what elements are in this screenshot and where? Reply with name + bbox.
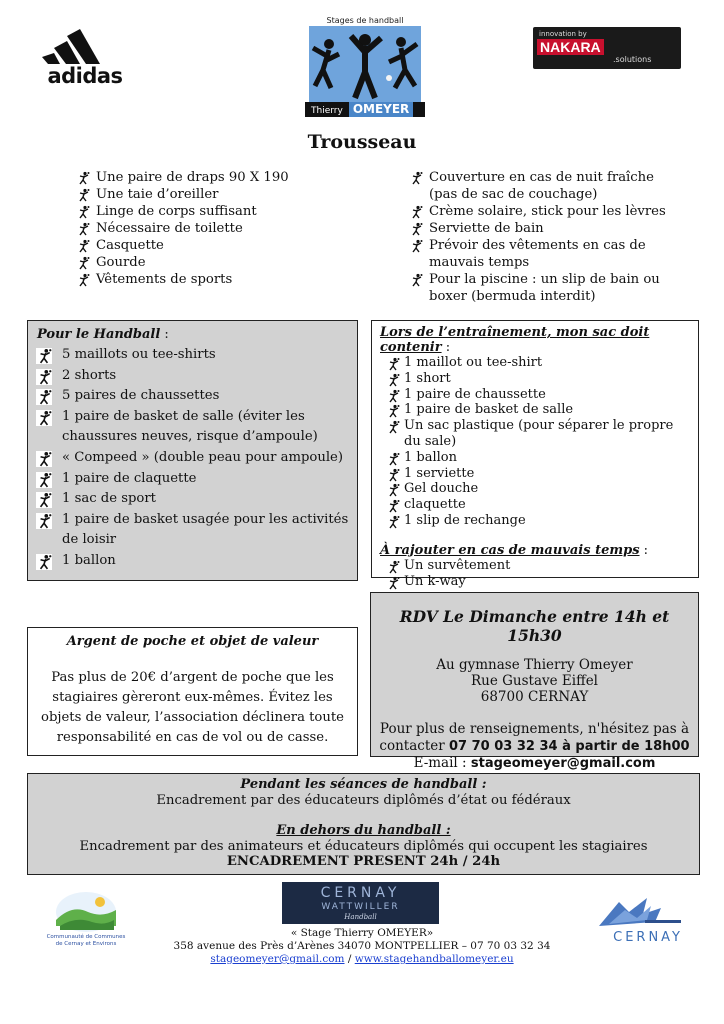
handball-player-icon xyxy=(76,222,90,236)
handball-list xyxy=(36,345,349,572)
handball-item: 1 paire de claquette xyxy=(36,469,349,490)
handball-player-icon xyxy=(386,468,400,482)
handball-player-icon xyxy=(386,373,400,387)
trousseau-item: Une paire de draps 90 X 190 xyxy=(76,169,326,186)
handball-player-icon xyxy=(386,560,400,574)
stage-caption: Stages de handball xyxy=(326,16,404,25)
rdv-address-line: Rue Gustave Eiffel xyxy=(471,673,598,689)
sac-item: 1 ballon xyxy=(386,450,690,466)
handball-player-icon xyxy=(36,513,52,529)
handball-player-icon xyxy=(36,348,52,364)
nakara-tagline: innovation by xyxy=(539,30,587,38)
handball-item: « Compeed » (double peau pour ampoule) xyxy=(36,448,349,469)
argent-body: Pas plus de 20€ d’argent de poche que les stagiaires gèreront eux-mêmes. Évitez les objets de valeur, l’association déclinera toute responsabilité en cas de vol ou de casse. xyxy=(41,670,344,745)
footer-stage-name: « Stage Thierry OMEYER» xyxy=(290,927,434,939)
nakara-solutions: .solutions xyxy=(613,55,652,64)
argent-heading: Argent de poche et objet de valeur xyxy=(66,634,319,649)
rdv-box xyxy=(370,592,699,771)
handball-player-icon xyxy=(409,239,423,253)
cernay-wordmark: CERNAY xyxy=(613,930,683,945)
handball-player-icon xyxy=(386,499,400,513)
encadrement-box xyxy=(27,773,700,875)
footer-address: 358 avenue des Près d’Arènes 34070 MONTPELLIER – 07 70 03 32 34 xyxy=(173,940,551,952)
handball-players-icon xyxy=(309,26,421,102)
sac-item: 1 paire de chaussette xyxy=(386,387,690,403)
cernay-ww-handball: Handball xyxy=(344,913,377,921)
handball-player-icon xyxy=(36,410,52,426)
handball-player-icon xyxy=(36,451,52,467)
rdv-contact xyxy=(371,721,698,772)
nakara-logo xyxy=(533,27,681,69)
handball-player-icon xyxy=(409,273,423,287)
handball-player-icon xyxy=(76,188,90,202)
handball-player-icon xyxy=(76,205,90,219)
stage-last-name: OMEYER xyxy=(349,102,413,117)
trousseau-item: Crème solaire, stick pour les lèvres xyxy=(409,203,679,220)
rdv-contact-line: Pour plus de renseignements, n'hésitez pas à xyxy=(379,721,690,737)
adidas-logo xyxy=(40,26,130,86)
trousseau-item: Casquette xyxy=(76,237,326,254)
footer-website-link[interactable]: www.stagehandballomeyer.eu xyxy=(354,953,514,965)
trousseau-item: Linge de corps suffisant xyxy=(76,203,326,220)
rdv-contact-email: E-mail : stageomeyer@gmail.com xyxy=(413,755,656,771)
sac-item: Gel douche xyxy=(386,481,690,497)
sac-item: 1 short xyxy=(386,371,690,387)
handball-player-icon xyxy=(386,389,400,403)
rdv-title: RDV Le Dimanche entre 14h et 15h30 xyxy=(399,607,670,645)
sac-heading-bad-weather: À rajouter en cas de mauvais temps : xyxy=(380,542,649,558)
handball-player-icon xyxy=(36,554,52,570)
handball-player-icon xyxy=(409,171,423,185)
argent-box xyxy=(27,627,358,756)
handball-player-icon xyxy=(386,404,400,418)
stage-omeyer-logo xyxy=(303,14,427,118)
handball-player-icon xyxy=(409,222,423,236)
trousseau-item: Serviette de bain xyxy=(409,220,679,237)
sac-box xyxy=(371,320,699,589)
stage-first-name: Thierry xyxy=(311,106,343,116)
trousseau-item: Vêtements de sports xyxy=(76,271,326,288)
handball-player-icon xyxy=(386,515,400,529)
sac-item: 1 slip de rechange xyxy=(386,513,690,529)
handball-player-icon xyxy=(76,273,90,287)
ccc-line: de Cernay et Environs xyxy=(55,941,117,947)
trousseau-item: Prévoir des vêtements en cas de mauvais temps xyxy=(409,237,679,271)
trousseau-left-list xyxy=(76,169,326,288)
handball-box xyxy=(27,320,358,581)
handball-heading: Pour le Handball : xyxy=(37,327,169,342)
sac-item: Un sac plastique (pour séparer le propre du sale) xyxy=(386,418,690,450)
trousseau-right-list xyxy=(409,169,679,305)
footer xyxy=(0,927,724,966)
handball-item: 5 maillots ou tee-shirts xyxy=(36,345,349,366)
handball-player-icon xyxy=(386,483,400,497)
sac-item: 1 paire de basket de salle xyxy=(386,402,690,418)
encadrement-heading-handball: Pendant les séances de handball : xyxy=(240,777,487,792)
rdv-address-line: Au gymnase Thierry Omeyer xyxy=(436,657,633,673)
handball-player-icon xyxy=(36,369,52,385)
rdv-address xyxy=(371,657,698,705)
ccc-line: Communauté de Communes xyxy=(46,934,126,940)
handball-player-icon xyxy=(386,357,400,371)
handball-player-icon xyxy=(36,492,52,508)
trousseau-item: Une taie d’oreiller xyxy=(76,186,326,203)
handball-item: 5 paires de chaussettes xyxy=(36,386,349,407)
trousseau-item: Pour la piscine : un slip de bain ou boxer (bermuda interdit) xyxy=(409,271,679,305)
footer-email-link[interactable]: stageomeyer@gmail.com xyxy=(210,953,345,965)
rdv-contact-phone: contacter 07 70 03 32 34 à partir de 18h00 xyxy=(379,738,690,754)
handball-item: 1 ballon xyxy=(36,551,349,572)
handball-player-icon xyxy=(76,171,90,185)
handball-player-icon xyxy=(409,205,423,219)
trousseau-item: Nécessaire de toilette xyxy=(76,220,326,237)
sac-heading: Lors de l’entraînement, mon sac doit contenir : xyxy=(380,325,650,355)
nakara-name: NAKARA xyxy=(537,39,604,55)
handball-player-icon xyxy=(76,256,90,270)
handball-player-icon xyxy=(386,420,400,434)
adidas-wordmark: adidas xyxy=(47,64,123,88)
handball-player-icon xyxy=(76,239,90,253)
sac-bad-weather-item: Un k-way xyxy=(386,574,690,590)
rdv-address-line: 68700 CERNAY xyxy=(480,689,589,705)
trousseau-item: Gourde xyxy=(76,254,326,271)
handball-item: 1 sac de sport xyxy=(36,489,349,510)
trousseau-item: Couverture en cas de nuit fraîche (pas de sac de couchage) xyxy=(409,169,679,203)
cernay-ww-title: CERNAY xyxy=(320,885,401,901)
handball-player-icon xyxy=(386,452,400,466)
sac-bad-weather-list xyxy=(386,558,690,590)
handball-player-icon xyxy=(386,576,400,590)
page-title: Trousseau xyxy=(307,131,417,153)
encadrement-text-outside: Encadrement par des animateurs et éducateurs diplômés qui occupent les stagiaires xyxy=(79,839,648,854)
sac-list xyxy=(386,355,690,529)
cernay-emblem-icon xyxy=(585,894,683,930)
cernay-ww-subtitle: WATTWILLER xyxy=(321,902,400,912)
footer-links: stageomeyer@gmail.com / www.stagehandballomeyer.eu xyxy=(210,953,514,965)
sac-bad-weather-item: Un survêtement xyxy=(386,558,690,574)
sac-item: claquette xyxy=(386,497,690,513)
handball-item: 1 paire de basket de salle (éviter les chaussures neuves, risque d’ampoule) xyxy=(36,407,349,448)
cernay-wattwiller-logo xyxy=(282,882,439,924)
encadrement-text-handball: Encadrement par des éducateurs diplômés d’état ou fédéraux xyxy=(156,793,571,808)
encadrement-present: ENCADREMENT PRESENT 24h / 24h xyxy=(226,854,501,869)
handball-player-icon xyxy=(36,389,52,405)
stage-name-bar xyxy=(305,102,425,117)
handball-player-icon xyxy=(36,472,52,488)
sac-item: 1 serviette xyxy=(386,466,690,482)
sac-item: 1 maillot ou tee-shirt xyxy=(386,355,690,371)
adidas-stripes-icon xyxy=(40,26,130,66)
handball-item: 1 paire de basket usagée pour les activités de loisir xyxy=(36,510,349,551)
handball-item: 2 shorts xyxy=(36,366,349,387)
encadrement-heading-outside: En dehors du handball : xyxy=(276,823,451,838)
